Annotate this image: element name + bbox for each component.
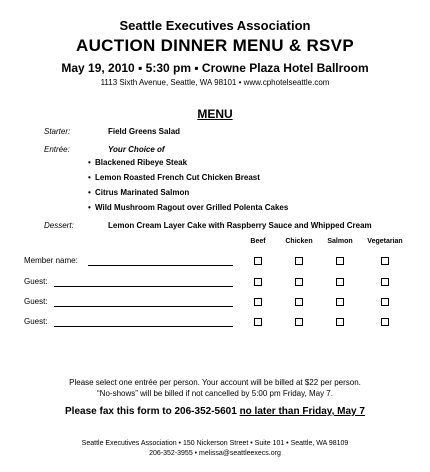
guest-name-field[interactable] [54, 286, 233, 287]
member-name-field[interactable] [88, 265, 233, 266]
beef-checkbox[interactable] [254, 298, 262, 306]
entree-option-label: Lemon Roasted French Cut Chicken Breast [95, 173, 260, 182]
entree-label: Entrée: [44, 145, 70, 154]
bullet-icon: • [88, 173, 91, 182]
fax-number-text: Please fax this form to 206-352-5601 [65, 406, 237, 417]
footer-address: Seattle Executives Association • 150 Nickerson Street • Suite 101 • Seattle, WA 98109 [81, 440, 349, 447]
guest-name-field[interactable] [54, 306, 233, 307]
entree-option-label: Citrus Marinated Salmon [95, 188, 190, 197]
chicken-checkbox[interactable] [295, 278, 303, 286]
beef-checkbox[interactable] [254, 257, 262, 265]
dessert-label: Dessert: [44, 221, 74, 230]
column-header-salmon: Salmon [327, 238, 353, 245]
chicken-checkbox[interactable] [295, 298, 303, 306]
menu-heading: MENU [197, 107, 233, 121]
vegetarian-checkbox[interactable] [381, 318, 389, 326]
fax-instruction [0, 406, 430, 417]
beef-checkbox[interactable] [254, 318, 262, 326]
entree-option [88, 203, 288, 212]
entree-option-label: Blackened Ribeye Steak [95, 158, 188, 167]
column-header-vegetarian: Vegetarian [367, 238, 403, 245]
bullet-icon: • [88, 188, 91, 197]
entree-option [88, 188, 189, 197]
fax-deadline: no later than Friday, May 7 [239, 406, 365, 417]
entree-option [88, 158, 187, 167]
bullet-icon: • [88, 203, 91, 212]
salmon-checkbox[interactable] [336, 257, 344, 265]
guest-label: Guest: [24, 297, 48, 306]
venue-address: 1113 Sixth Avenue, Seattle, WA 98101 • www.cphotelseattle.com [100, 78, 330, 87]
starter-item: Field Greens Salad [108, 127, 181, 136]
member-name-label: Member name: [24, 256, 78, 265]
guest-label: Guest: [24, 317, 48, 326]
salmon-checkbox[interactable] [336, 298, 344, 306]
salmon-checkbox[interactable] [336, 278, 344, 286]
guest-label: Guest: [24, 277, 48, 286]
guest-name-field[interactable] [54, 326, 233, 327]
column-header-beef: Beef [250, 238, 266, 245]
entree-option-label: Wild Mushroom Ragout over Grilled Polenta Cakes [95, 203, 289, 212]
no-show-note: “No-shows” will be billed if not cancelled by 5:00 pm Friday, May 7. [97, 389, 333, 398]
beef-checkbox[interactable] [254, 278, 262, 286]
bullet-icon: • [88, 158, 91, 167]
chicken-checkbox[interactable] [295, 257, 303, 265]
vegetarian-checkbox[interactable] [381, 257, 389, 265]
entree-choice-text: Your Choice of [108, 145, 165, 154]
dessert-item: Lemon Cream Layer Cake with Raspberry Sauce and Whipped Cream [108, 221, 372, 230]
vegetarian-checkbox[interactable] [381, 278, 389, 286]
chicken-checkbox[interactable] [295, 318, 303, 326]
page-title: AUCTION DINNER MENU & RSVP [76, 36, 354, 55]
event-date-line: May 19, 2010 ▪ 5:30 pm ▪ Crowne Plaza Hotel Ballroom [61, 61, 369, 75]
starter-label: Starter: [44, 127, 71, 136]
salmon-checkbox[interactable] [336, 318, 344, 326]
vegetarian-checkbox[interactable] [381, 298, 389, 306]
footer-contact: 206-352-3955 • melissa@seattleexecs.org [149, 450, 281, 457]
organization-name: Seattle Executives Association [119, 18, 311, 33]
billing-note: Please select one entrée per person. Your account will be billed at $22 per person. [69, 378, 361, 387]
entree-option [88, 173, 260, 182]
column-header-chicken: Chicken [285, 238, 313, 245]
